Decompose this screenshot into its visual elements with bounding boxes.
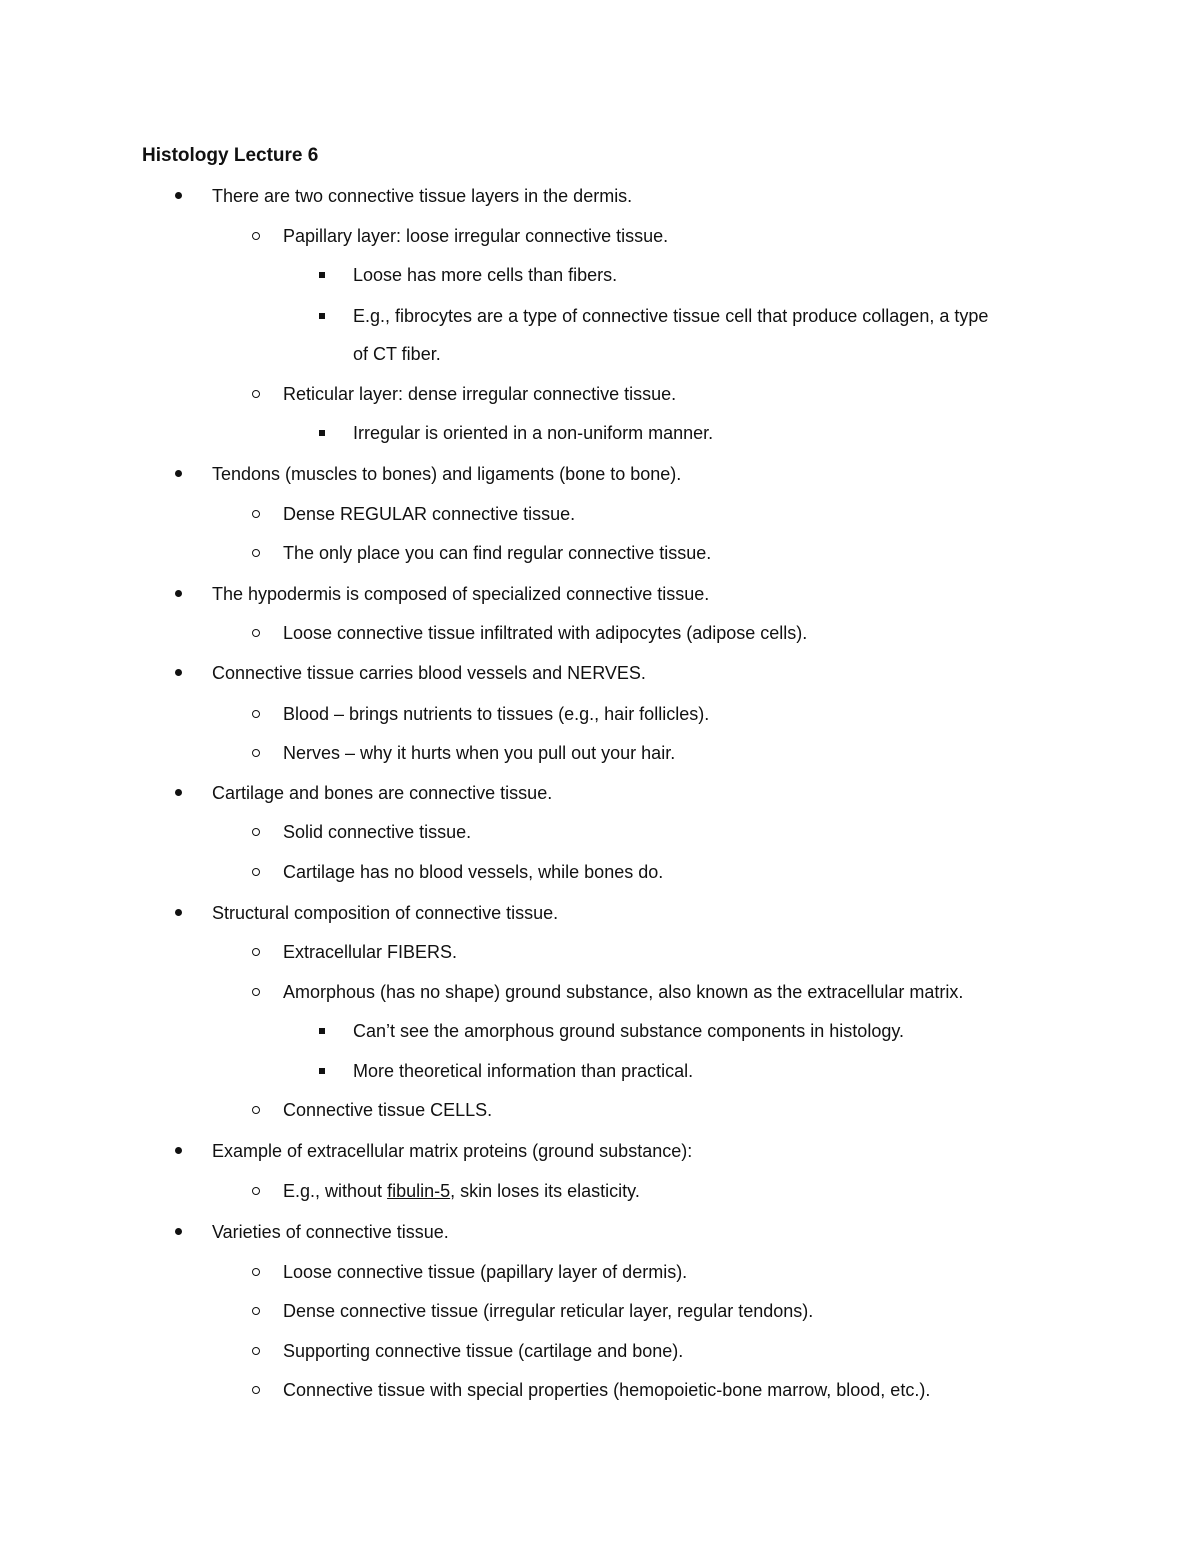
document-title: Histology Lecture 6: [142, 145, 319, 166]
list-item: Blood – brings nutrients to tissues (e.g., hair follicles).: [283, 704, 710, 724]
bullet-icon: [168, 1137, 188, 1165]
circle-bullet-icon: [246, 1096, 266, 1124]
list-item: Example of extracellular matrix proteins (ground substance):: [212, 1141, 693, 1161]
circle-bullet-icon: [246, 1337, 266, 1365]
list-item: Loose connective tissue (papillary layer of dermis).: [283, 1262, 688, 1282]
list-item: Tendons (muscles to bones) and ligaments (bone to bone).: [212, 464, 682, 484]
list-item: Connective tissue carries blood vessels and NERVES.: [212, 663, 646, 683]
circle-bullet-icon: [246, 818, 266, 846]
circle-bullet-icon: [246, 1177, 266, 1205]
list-item: Extracellular FIBERS.: [283, 942, 458, 962]
circle-bullet-icon: [246, 1258, 266, 1286]
list-item: Irregular is oriented in a non-uniform manner.: [353, 423, 714, 443]
circle-bullet-icon: [246, 619, 266, 647]
list-item: Loose has more cells than fibers.: [353, 265, 618, 285]
bullet-icon: [168, 1218, 188, 1246]
bullet-icon: [168, 460, 188, 488]
list-item: There are two connective tissue layers in the dermis.: [212, 186, 633, 206]
circle-bullet-icon: [246, 978, 266, 1006]
bullet-icon: [168, 779, 188, 807]
circle-bullet-icon: [246, 500, 266, 528]
bullet-icon: [168, 899, 188, 927]
bullet-icon: [168, 659, 188, 687]
circle-bullet-icon: [246, 222, 266, 250]
circle-bullet-icon: [246, 380, 266, 408]
list-item: Nerves – why it hurts when you pull out your hair.: [283, 743, 676, 763]
circle-bullet-icon: [246, 938, 266, 966]
list-item: Varieties of connective tissue.: [212, 1222, 449, 1242]
list-item-continuation: of CT fiber.: [353, 344, 441, 364]
fibulin-text-after: , skin loses its elasticity.: [450, 1181, 640, 1201]
list-item: More theoretical information than practical.: [353, 1061, 694, 1081]
list-item: Can’t see the amorphous ground substance components in histology.: [353, 1021, 905, 1041]
list-item: Cartilage and bones are connective tissue.: [212, 783, 553, 803]
square-bullet-icon: [312, 1057, 332, 1085]
list-item: The only place you can find regular connective tissue.: [283, 543, 712, 563]
list-item: Reticular layer: dense irregular connective tissue.: [283, 384, 677, 404]
circle-bullet-icon: [246, 858, 266, 886]
list-item: E.g., fibrocytes are a type of connective tissue cell that produce collagen, a type: [353, 306, 989, 326]
circle-bullet-icon: [246, 700, 266, 728]
list-item: Structural composition of connective tissue.: [212, 903, 559, 923]
circle-bullet-icon: [246, 739, 266, 767]
square-bullet-icon: [312, 419, 332, 447]
list-item: Loose connective tissue infiltrated with adipocytes (adipose cells).: [283, 623, 808, 643]
list-item: The hypodermis is composed of specialized connective tissue.: [212, 584, 710, 604]
list-item: Papillary layer: loose irregular connective tissue.: [283, 226, 669, 246]
list-item: Dense REGULAR connective tissue.: [283, 504, 576, 524]
bullet-icon: [168, 182, 188, 210]
square-bullet-icon: [312, 302, 332, 330]
fibulin-5-link[interactable]: fibulin-5: [387, 1181, 451, 1201]
bullet-icon: [168, 580, 188, 608]
square-bullet-icon: [312, 261, 332, 289]
list-item: Supporting connective tissue (cartilage and bone).: [283, 1341, 684, 1361]
list-item: Connective tissue CELLS.: [283, 1100, 493, 1120]
circle-bullet-icon: [246, 1297, 266, 1325]
list-item-fibulin: [283, 1177, 640, 1205]
fibulin-text-before: E.g., without: [283, 1181, 388, 1201]
circle-bullet-icon: [246, 1376, 266, 1404]
list-item: Solid connective tissue.: [283, 822, 472, 842]
list-item: Connective tissue with special properties (hemopoietic-bone marrow, blood, etc.).: [283, 1380, 931, 1400]
list-item: Amorphous (has no shape) ground substance, also known as the extracellular matrix.: [283, 982, 964, 1002]
square-bullet-icon: [312, 1017, 332, 1045]
list-item: Dense connective tissue (irregular reticular layer, regular tendons).: [283, 1301, 814, 1321]
circle-bullet-icon: [246, 539, 266, 567]
list-item: Cartilage has no blood vessels, while bones do.: [283, 862, 664, 882]
